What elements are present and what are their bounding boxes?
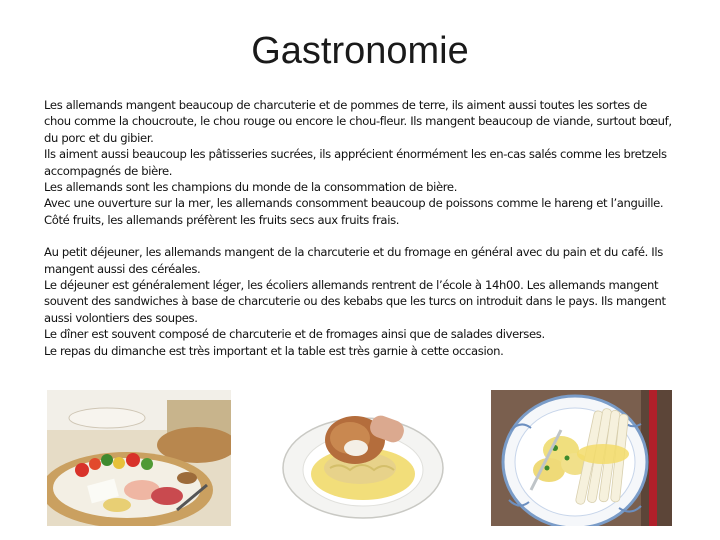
page-title: Gastronomie: [251, 30, 469, 72]
paragraph-breakfast: Au petit déjeuner, les allemands mangent de la charcuterie et du fromage en général avec du pain et du café. Ils mangent aussi des céréales.: [44, 245, 663, 276]
body-text: [44, 97, 676, 359]
paragraph-fruits: Côté fruits, les allemands préfèrent les fruits secs aux fruits frais.: [44, 212, 400, 227]
paragraph-lunch: Le déjeuner est généralement léger, les écoliers allemands rentrent de l’école à 14h00. Les allemands mangent souvent des sandwiches à base de charcuterie ou des kebabs que les turcs on introduit dans le pays. Ils mangent aussi volontiers des soupes.: [44, 278, 666, 325]
asparagus-potatoes-photo: [491, 390, 672, 526]
paragraph-dinner: Le dîner est souvent composé de charcuterie et de fromages ainsi que de salades diverses.: [44, 327, 545, 342]
paragraph-fish: Avec une ouverture sur la mer, les allemands consomment beaucoup de poissons comme le hareng et l’anguille.: [44, 196, 664, 211]
charcuterie-platter-photo: [47, 390, 231, 526]
paragraph-gap: [44, 228, 676, 244]
paragraph-sunday: Le repas du dimanche est très important et la table est très garnie à cette occasion.: [44, 343, 504, 358]
paragraph-pastries: Ils aiment aussi beaucoup les pâtisseries sucrées, ils apprécient énormément les en-cas salés comme les bretzels accompagnés de bière.: [44, 147, 667, 178]
paragraph-beer: Les allemands sont les champions du monde de la consommation de bière.: [44, 180, 458, 195]
paragraph-cuisine: Les allemands mangent beaucoup de charcuterie et de pommes de terre, ils aiment aussi toutes les sortes de chou comme la choucroute, le chou rouge ou encore le chou-fleur. Ils mangent beaucoup de viande, surtout bœuf, du porc et du gibier.: [44, 98, 672, 145]
pork-knuckle-sauerkraut-photo: [270, 390, 456, 526]
